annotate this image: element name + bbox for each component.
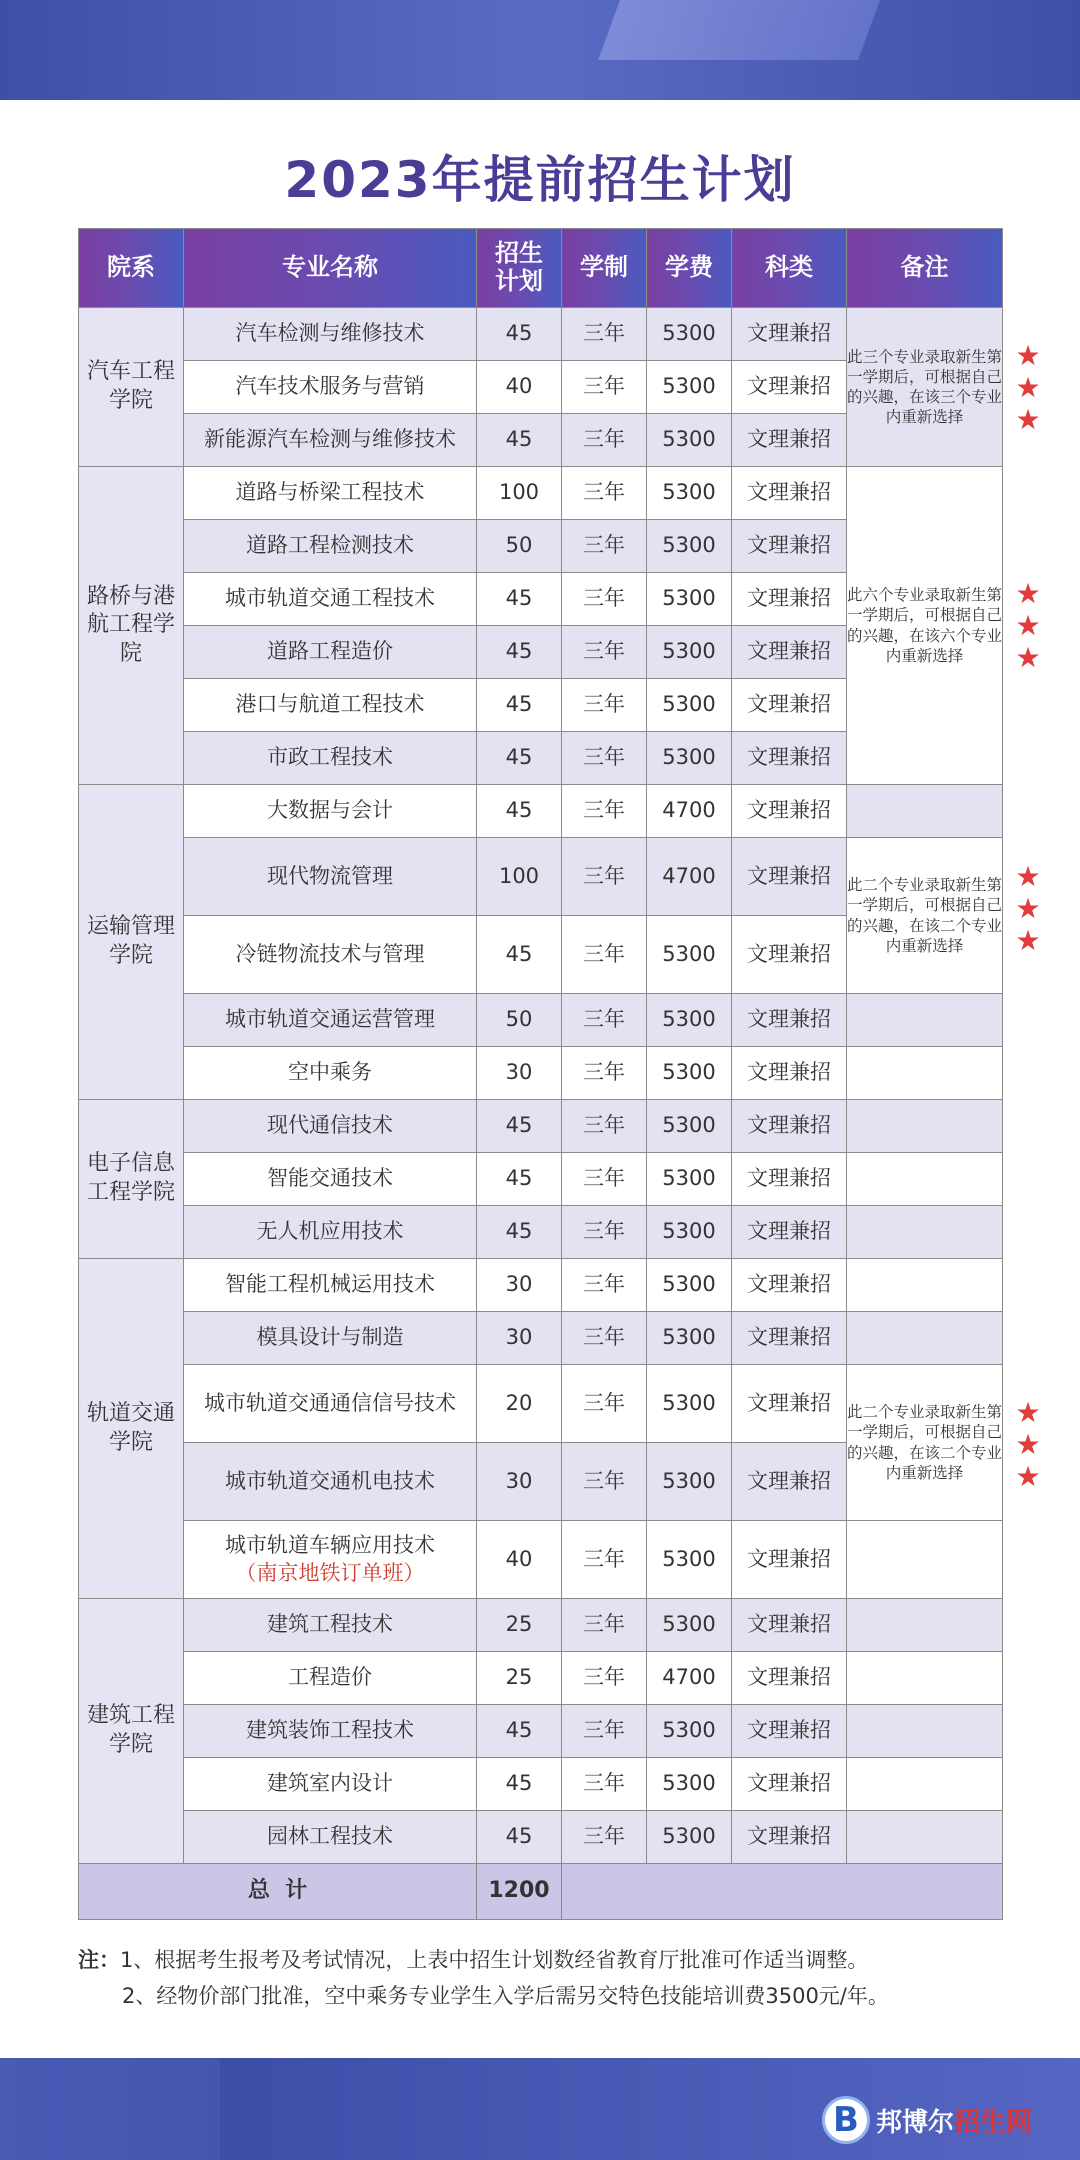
plan-cell: 40 — [477, 361, 562, 414]
category-cell: 文理兼招 — [732, 308, 847, 361]
plan-cell: 45 — [477, 1100, 562, 1153]
tuition-cell: 5300 — [647, 1153, 732, 1206]
plan-cell: 30 — [477, 1443, 562, 1521]
header-tuition: 学费 — [647, 229, 732, 308]
duration-cell: 三年 — [562, 467, 647, 520]
major-subtitle: （南京地铁订单班） — [235, 1560, 425, 1585]
total-label: 总 计 — [79, 1864, 477, 1920]
duration-cell: 三年 — [562, 308, 647, 361]
tuition-cell: 5300 — [647, 308, 732, 361]
tuition-cell: 5300 — [647, 1047, 732, 1100]
tuition-cell: 5300 — [647, 1521, 732, 1599]
major-cell: 智能交通技术 — [184, 1153, 477, 1206]
category-cell: 文理兼招 — [732, 1758, 847, 1811]
table-row — [79, 1206, 1003, 1259]
major-cell: 无人机应用技术 — [184, 1206, 477, 1259]
major-cell: 大数据与会计 — [184, 785, 477, 838]
plan-cell: 30 — [477, 1312, 562, 1365]
page-title: 2023年提前招生计划 — [284, 151, 796, 209]
major-name: 城市轨道车辆应用技术 — [225, 1533, 435, 1558]
plan-cell: 100 — [477, 467, 562, 520]
plan-cell: 45 — [477, 1758, 562, 1811]
table-row — [79, 1153, 1003, 1206]
star-icon: ★ — [1015, 609, 1041, 642]
plan-cell: 100 — [477, 838, 562, 916]
college-cell: 建筑工程学院 — [79, 1599, 184, 1864]
tuition-cell: 4700 — [647, 785, 732, 838]
note-cell: 此六个专业录取新生第一学期后，可根据自己的兴趣，在该六个专业内重新选择 — [847, 467, 1003, 785]
tuition-cell: 5300 — [647, 520, 732, 573]
category-cell: 文理兼招 — [732, 1652, 847, 1705]
category-cell: 文理兼招 — [732, 1443, 847, 1521]
category-cell: 文理兼招 — [732, 732, 847, 785]
tuition-cell: 5300 — [647, 467, 732, 520]
tuition-cell: 5300 — [647, 414, 732, 467]
category-cell: 文理兼招 — [732, 361, 847, 414]
duration-cell: 三年 — [562, 1443, 647, 1521]
star-group-1 — [1010, 340, 1046, 436]
star-icon: ★ — [1015, 577, 1041, 610]
duration-cell: 三年 — [562, 1811, 647, 1864]
tuition-cell: 5300 — [647, 1758, 732, 1811]
tuition-cell: 5300 — [647, 1259, 732, 1312]
star-icon: ★ — [1015, 371, 1041, 404]
category-cell: 文理兼招 — [732, 1365, 847, 1443]
major-cell: 道路工程造价 — [184, 626, 477, 679]
major-cell: 智能工程机械运用技术 — [184, 1259, 477, 1312]
major-cell — [184, 1521, 477, 1599]
category-cell: 文理兼招 — [732, 1206, 847, 1259]
note-empty — [847, 1758, 1003, 1811]
star-group-3 — [1010, 861, 1046, 957]
duration-cell: 三年 — [562, 1153, 647, 1206]
tuition-cell: 5300 — [647, 1206, 732, 1259]
table-row — [79, 838, 1003, 916]
category-cell: 文理兼招 — [732, 520, 847, 573]
college-cell: 电子信息工程学院 — [79, 1100, 184, 1259]
category-cell: 文理兼招 — [732, 414, 847, 467]
star-icon: ★ — [1015, 339, 1041, 372]
plan-cell: 50 — [477, 520, 562, 573]
footnote-2: 2、经物价部门批准，空中乘务专业学生入学后需另交特色技能培训费3500元/年。 — [122, 1984, 889, 2008]
plan-cell: 25 — [477, 1599, 562, 1652]
major-cell: 汽车技术服务与营销 — [184, 361, 477, 414]
tuition-cell: 5300 — [647, 1100, 732, 1153]
star-icon: ★ — [1015, 1428, 1041, 1461]
note-cell: 此二个专业录取新生第一学期后，可根据自己的兴趣，在该二个专业内重新选择 — [847, 1365, 1003, 1521]
category-cell: 文理兼招 — [732, 1153, 847, 1206]
category-cell: 文理兼招 — [732, 994, 847, 1047]
college-cell: 汽车工程学院 — [79, 308, 184, 467]
major-cell: 汽车检测与维修技术 — [184, 308, 477, 361]
tuition-cell: 4700 — [647, 838, 732, 916]
banner-decoration — [598, 0, 902, 60]
duration-cell: 三年 — [562, 732, 647, 785]
star-icon: ★ — [1015, 1460, 1041, 1493]
plan-cell: 45 — [477, 1705, 562, 1758]
star-icon: ★ — [1015, 860, 1041, 893]
duration-cell: 三年 — [562, 414, 647, 467]
category-cell: 文理兼招 — [732, 838, 847, 916]
plan-cell: 45 — [477, 1153, 562, 1206]
table-row — [79, 308, 1003, 361]
plan-cell: 30 — [477, 1259, 562, 1312]
star-group-2 — [1010, 578, 1046, 674]
category-cell: 文理兼招 — [732, 1100, 847, 1153]
duration-cell: 三年 — [562, 1521, 647, 1599]
table-row — [79, 785, 1003, 838]
duration-cell: 三年 — [562, 1100, 647, 1153]
note-cell: 此二个专业录取新生第一学期后，可根据自己的兴趣，在该二个专业内重新选择 — [847, 838, 1003, 994]
footnote-1 — [78, 1942, 1038, 1978]
note-empty — [847, 1705, 1003, 1758]
major-cell: 园林工程技术 — [184, 1811, 477, 1864]
duration-cell: 三年 — [562, 626, 647, 679]
total-value: 1200 — [477, 1864, 562, 1920]
major-cell: 城市轨道交通运营管理 — [184, 994, 477, 1047]
category-cell: 文理兼招 — [732, 1521, 847, 1599]
major-cell: 冷链物流技术与管理 — [184, 916, 477, 994]
plan-cell: 45 — [477, 785, 562, 838]
major-cell: 城市轨道交通通信信号技术 — [184, 1365, 477, 1443]
plan-cell: 45 — [477, 1206, 562, 1259]
category-cell: 文理兼招 — [732, 1312, 847, 1365]
header-row — [79, 229, 1003, 308]
plan-cell: 50 — [477, 994, 562, 1047]
duration-cell: 三年 — [562, 361, 647, 414]
tuition-cell: 5300 — [647, 732, 732, 785]
category-cell: 文理兼招 — [732, 1811, 847, 1864]
duration-cell: 三年 — [562, 916, 647, 994]
plan-cell: 30 — [477, 1047, 562, 1100]
major-cell: 新能源汽车检测与维修技术 — [184, 414, 477, 467]
duration-cell: 三年 — [562, 520, 647, 573]
category-cell: 文理兼招 — [732, 467, 847, 520]
note-empty — [847, 994, 1003, 1047]
star-icon: ★ — [1015, 1396, 1041, 1429]
table-row — [79, 1758, 1003, 1811]
duration-cell: 三年 — [562, 785, 647, 838]
category-cell: 文理兼招 — [732, 1599, 847, 1652]
footnote-text: 1、根据考生报考及考试情况，上表中招生计划数经省教育厅批准可作适当调整。 — [120, 1948, 869, 1972]
plan-cell: 45 — [477, 573, 562, 626]
duration-cell: 三年 — [562, 1259, 647, 1312]
major-cell: 道路与桥梁工程技术 — [184, 467, 477, 520]
plan-cell: 45 — [477, 1811, 562, 1864]
tuition-cell: 5300 — [647, 1599, 732, 1652]
watermark-text-b: 招生网 — [954, 2107, 1033, 2138]
footnotes — [78, 1942, 1038, 2014]
table-row — [79, 1599, 1003, 1652]
category-cell: 文理兼招 — [732, 1047, 847, 1100]
note-empty — [847, 1047, 1003, 1100]
total-row — [79, 1864, 1003, 1920]
plan-cell: 45 — [477, 732, 562, 785]
duration-cell: 三年 — [562, 838, 647, 916]
table-row — [79, 1047, 1003, 1100]
plan-cell: 45 — [477, 679, 562, 732]
table-row — [79, 1521, 1003, 1599]
tuition-cell: 5300 — [647, 1365, 732, 1443]
duration-cell: 三年 — [562, 1599, 647, 1652]
college-cell: 路桥与港航工程学院 — [79, 467, 184, 785]
category-cell: 文理兼招 — [732, 785, 847, 838]
footnote-lead: 注： — [78, 1948, 120, 1972]
table-row — [79, 1365, 1003, 1443]
category-cell: 文理兼招 — [732, 1705, 847, 1758]
table-row — [79, 1705, 1003, 1758]
header-duration: 学制 — [562, 229, 647, 308]
watermark-logo-icon: B — [822, 2096, 870, 2144]
table-row — [79, 1259, 1003, 1312]
plan-cell: 25 — [477, 1652, 562, 1705]
category-cell: 文理兼招 — [732, 573, 847, 626]
major-cell: 现代物流管理 — [184, 838, 477, 916]
note-empty — [847, 785, 1003, 838]
site-watermark[interactable] — [822, 2090, 1072, 2150]
note-empty — [847, 1599, 1003, 1652]
tuition-cell: 5300 — [647, 361, 732, 414]
major-cell: 城市轨道交通工程技术 — [184, 573, 477, 626]
note-empty — [847, 1259, 1003, 1312]
header-note: 备注 — [847, 229, 1003, 308]
tuition-cell: 5300 — [647, 1443, 732, 1521]
table-row — [79, 1652, 1003, 1705]
duration-cell: 三年 — [562, 994, 647, 1047]
plan-cell: 20 — [477, 1365, 562, 1443]
duration-cell: 三年 — [562, 1312, 647, 1365]
category-cell: 文理兼招 — [732, 916, 847, 994]
tuition-cell: 5300 — [647, 994, 732, 1047]
plan-cell: 45 — [477, 626, 562, 679]
tuition-cell: 5300 — [647, 573, 732, 626]
duration-cell: 三年 — [562, 1652, 647, 1705]
top-banner — [0, 0, 1080, 100]
plan-cell: 45 — [477, 414, 562, 467]
table-row — [79, 1100, 1003, 1153]
category-cell: 文理兼招 — [732, 626, 847, 679]
note-empty — [847, 1521, 1003, 1599]
enrollment-table — [78, 228, 1003, 1920]
table-row — [79, 467, 1003, 520]
watermark-text — [876, 2102, 1032, 2139]
table-row — [79, 1811, 1003, 1864]
duration-cell: 三年 — [562, 1705, 647, 1758]
duration-cell: 三年 — [562, 1047, 647, 1100]
major-cell: 市政工程技术 — [184, 732, 477, 785]
note-empty — [847, 1312, 1003, 1365]
college-cell: 运输管理学院 — [79, 785, 184, 1100]
category-cell: 文理兼招 — [732, 679, 847, 732]
duration-cell: 三年 — [562, 679, 647, 732]
major-cell: 模具设计与制造 — [184, 1312, 477, 1365]
plan-cell: 45 — [477, 308, 562, 361]
header-category: 科类 — [732, 229, 847, 308]
tuition-cell: 5300 — [647, 1705, 732, 1758]
note-empty — [847, 1811, 1003, 1864]
star-icon: ★ — [1015, 641, 1041, 674]
tuition-cell: 5300 — [647, 626, 732, 679]
tuition-cell: 4700 — [647, 1652, 732, 1705]
header-plan-label: 招生计划 — [495, 239, 543, 295]
note-empty — [847, 1153, 1003, 1206]
major-cell: 工程造价 — [184, 1652, 477, 1705]
category-cell: 文理兼招 — [732, 1259, 847, 1312]
plan-cell: 45 — [477, 916, 562, 994]
plan-cell: 40 — [477, 1521, 562, 1599]
major-cell: 建筑装饰工程技术 — [184, 1705, 477, 1758]
star-icon: ★ — [1015, 924, 1041, 957]
header-plan — [477, 229, 562, 308]
major-cell: 港口与航道工程技术 — [184, 679, 477, 732]
college-cell: 轨道交通学院 — [79, 1259, 184, 1599]
tuition-cell: 5300 — [647, 916, 732, 994]
tuition-cell: 5300 — [647, 1312, 732, 1365]
note-empty — [847, 1100, 1003, 1153]
total-empty — [562, 1864, 1003, 1920]
table-row — [79, 994, 1003, 1047]
star-icon: ★ — [1015, 892, 1041, 925]
header-major: 专业名称 — [184, 229, 477, 308]
star-icon: ★ — [1015, 403, 1041, 436]
note-cell: 此三个专业录取新生第一学期后，可根据自己的兴趣，在该三个专业内重新选择 — [847, 308, 1003, 467]
tuition-cell: 5300 — [647, 1811, 732, 1864]
header-college: 院系 — [79, 229, 184, 308]
tuition-cell: 5300 — [647, 679, 732, 732]
duration-cell: 三年 — [562, 1206, 647, 1259]
duration-cell: 三年 — [562, 1758, 647, 1811]
major-cell: 城市轨道交通机电技术 — [184, 1443, 477, 1521]
note-empty — [847, 1206, 1003, 1259]
major-cell: 现代通信技术 — [184, 1100, 477, 1153]
major-cell: 道路工程检测技术 — [184, 520, 477, 573]
watermark-text-a: 邦博尔 — [876, 2107, 955, 2138]
duration-cell: 三年 — [562, 1365, 647, 1443]
table-row — [79, 1312, 1003, 1365]
star-group-4 — [1010, 1397, 1046, 1493]
major-cell: 建筑工程技术 — [184, 1599, 477, 1652]
major-cell: 空中乘务 — [184, 1047, 477, 1100]
major-cell: 建筑室内设计 — [184, 1758, 477, 1811]
note-empty — [847, 1652, 1003, 1705]
duration-cell: 三年 — [562, 573, 647, 626]
